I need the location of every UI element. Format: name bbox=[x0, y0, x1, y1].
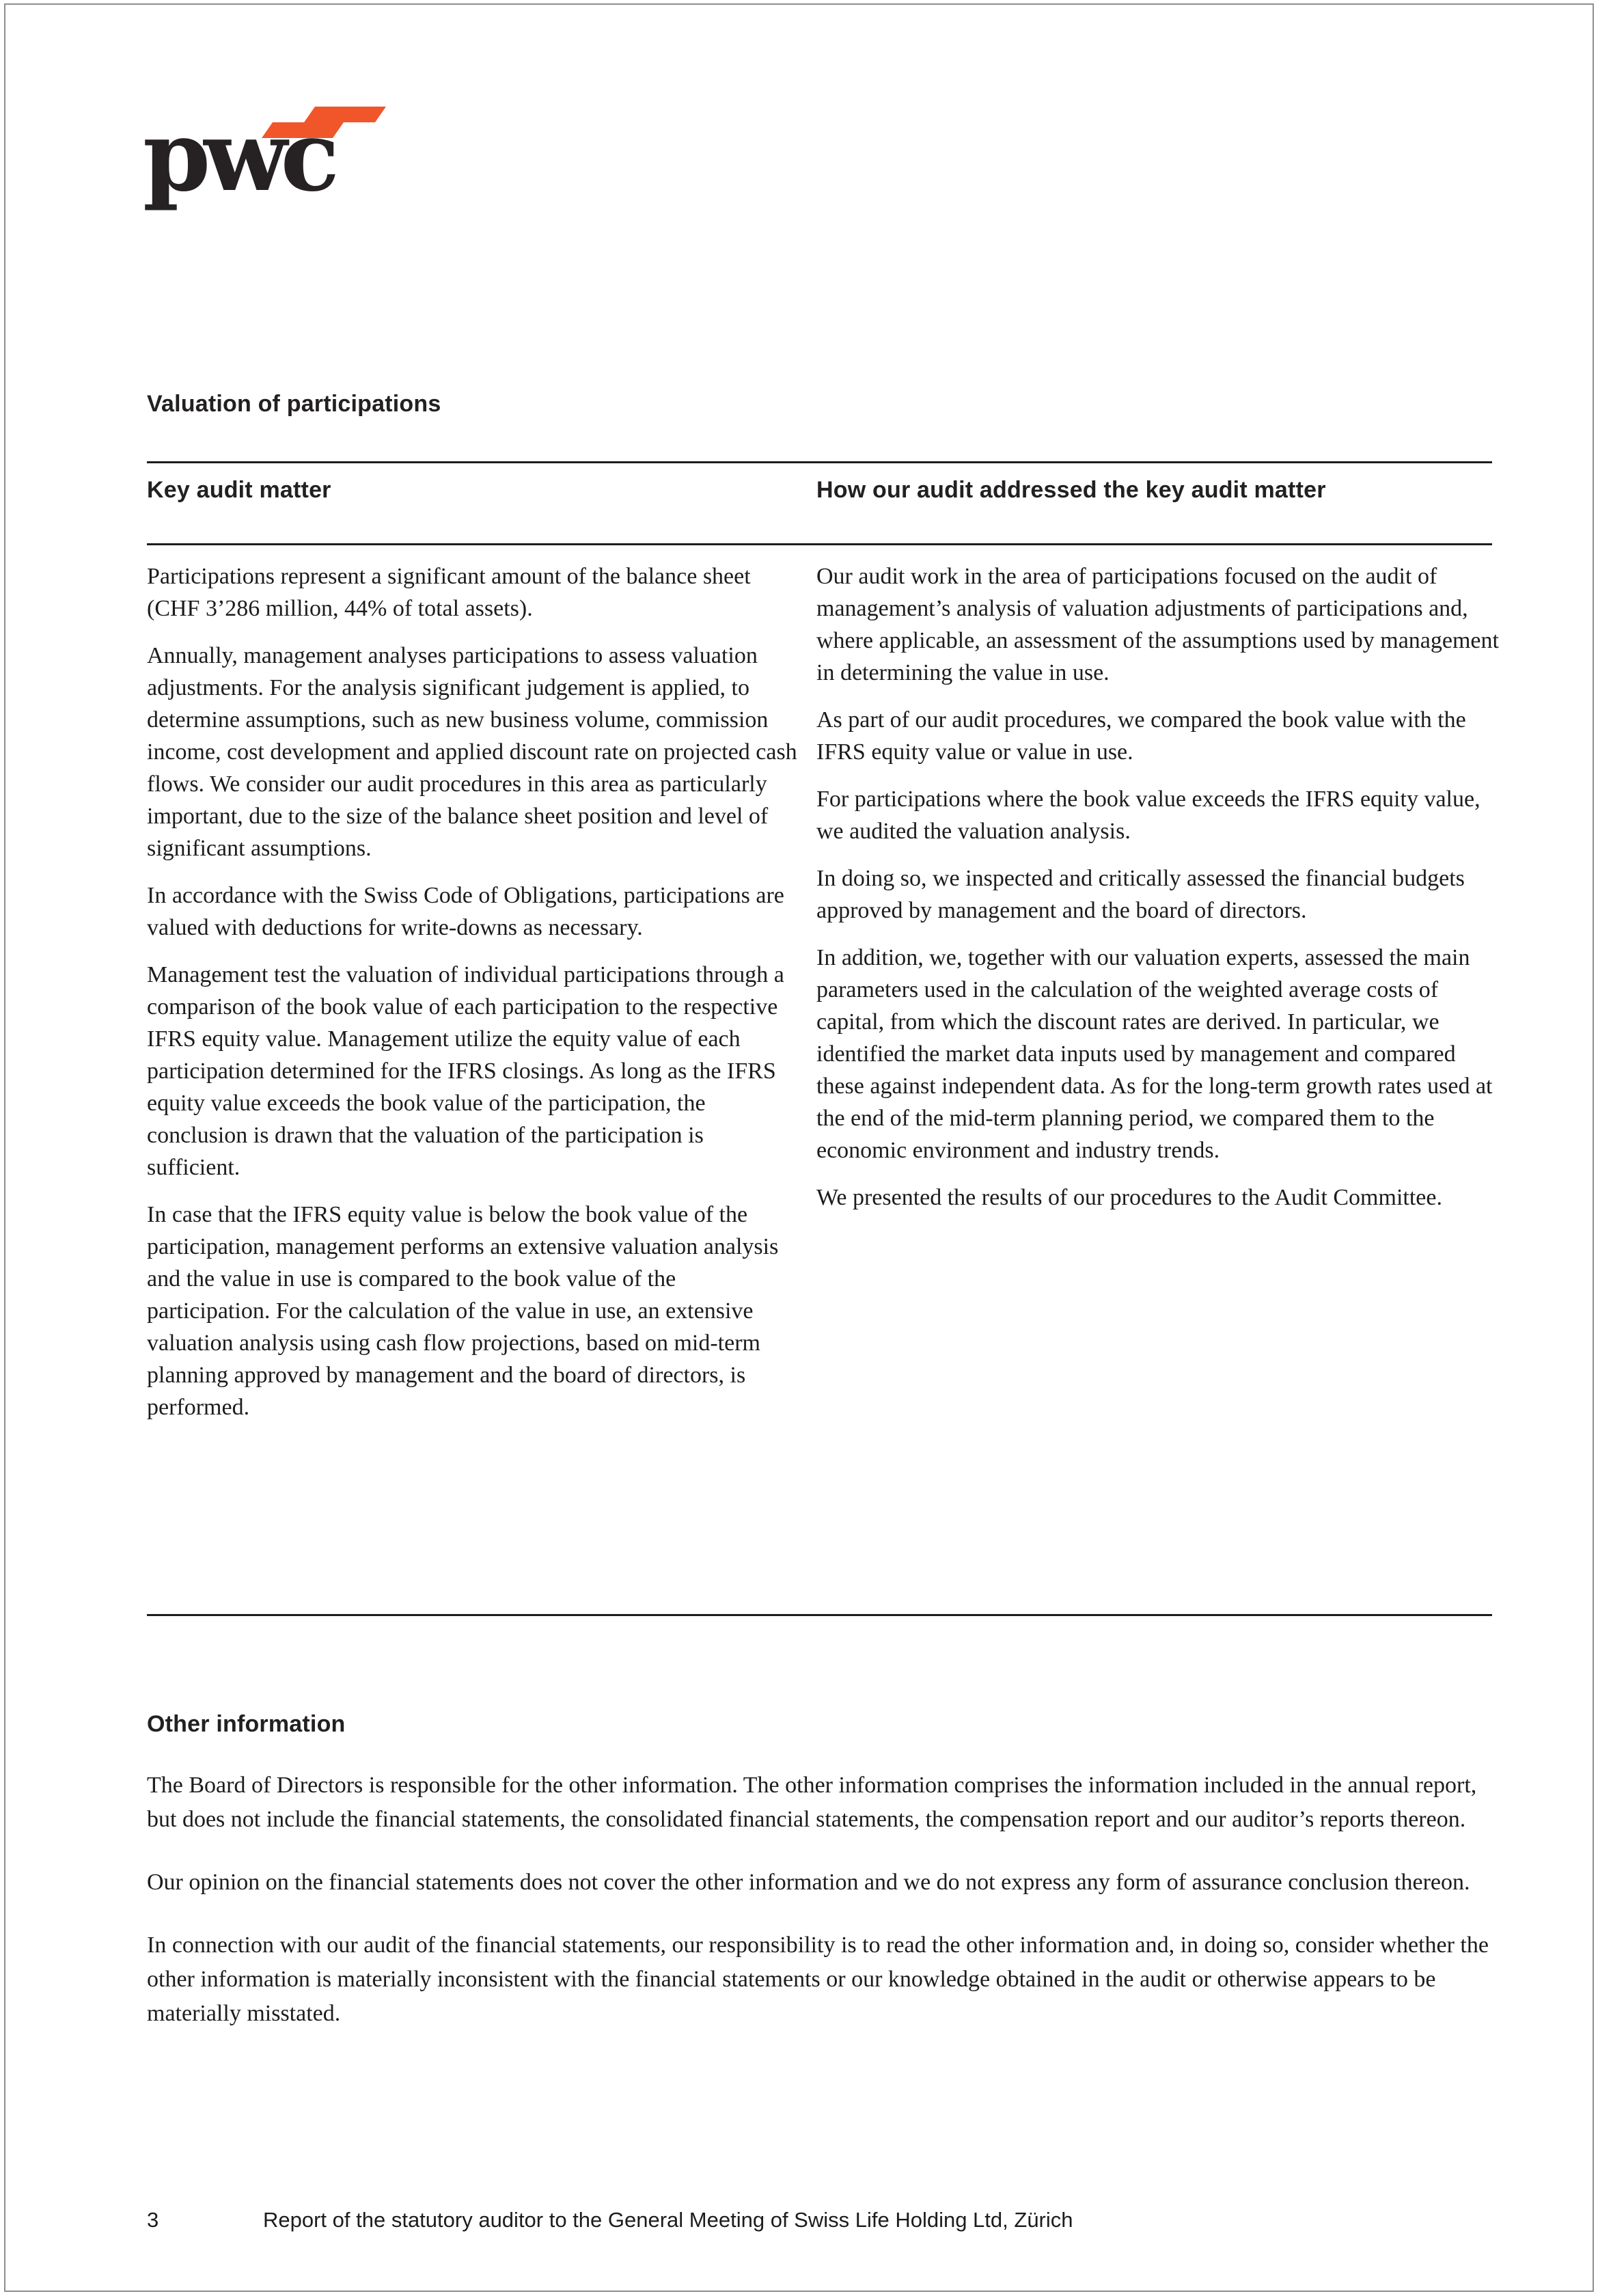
other-information-title: Other information bbox=[147, 1711, 346, 1737]
section-title: Valuation of participations bbox=[147, 391, 441, 417]
other-information-body bbox=[147, 1768, 1496, 2060]
key-audit-matter-column bbox=[147, 560, 797, 1438]
table-rule-bottom bbox=[147, 1614, 1492, 1616]
paragraph: In doing so, we inspected and critically assessed the financial budgets approved by management and the board of directors. bbox=[816, 866, 1465, 923]
footer-report-title: Report of the statutory auditor to the General Meeting of Swiss Life Holding Ltd, Zürich bbox=[263, 2208, 1073, 2232]
pwc-logo bbox=[143, 102, 396, 232]
table-rule-middle bbox=[147, 543, 1492, 545]
paragraph: Participations represent a significant amount of the balance sheet (CHF 3’286 million, 44% of total assets). bbox=[147, 564, 751, 621]
paragraph: The Board of Directors is responsible for the other information. The other information comprises the information included in the annual report, but does not include the financial statements, the consolidated financial statements, the compensation report and our auditor’s reports thereon. bbox=[147, 1773, 1477, 1832]
paragraph: In connection with our audit of the financial statements, our responsibility is to read the other information and, in doing so, consider whether the other information is materially inconsistent with the financial statements or our knowledge obtained in the audit or otherwise appears to be materially misstated. bbox=[147, 1932, 1489, 2026]
paragraph: As part of our audit procedures, we compared the book value with the IFRS equity value or value in use. bbox=[816, 707, 1466, 765]
paragraph: Annually, management analyses participations to assess valuation adjustments. For the analysis significant judgement is applied, to determine assumptions, such as new business volume, commission income, cost development and applied discount rate on projected cash flows. We consider our audit procedures in this area as particularly important, due to the size of the balance sheet position and level of significant assumptions. bbox=[147, 643, 797, 861]
paragraph: In case that the IFRS equity value is below the book value of the participation, management performs an extensive valuation analysis and the value in use is compared to the book value of the participation. For the calculation of the value in use, an extensive valuation analysis using cash flow projections, based on mid-term planning approved by management and the board of directors, is performed. bbox=[147, 1202, 779, 1420]
paragraph: Our opinion on the financial statements does not cover the other information and we do not express any form of assurance conclusion thereon. bbox=[147, 1870, 1470, 1895]
paragraph: In addition, we, together with our valuation experts, assessed the main parameters used in the calculation of the weighted average costs of capital, from which the discount rates are derived. In particular, we identified the market data inputs used by management and compared these against independent data. As for the long-term growth rates used at the end of the mid-term planning period, we compared them to the economic environment and industry trends. bbox=[816, 945, 1493, 1163]
pwc-wordmark: pwc bbox=[143, 100, 333, 213]
page-footer bbox=[147, 2208, 1496, 2235]
page-number: 3 bbox=[147, 2208, 159, 2232]
paragraph: In accordance with the Swiss Code of Obligations, participations are valued with deductions for write-downs as necessary. bbox=[147, 883, 784, 940]
paragraph: We presented the results of our procedures to the Audit Committee. bbox=[816, 1185, 1442, 1210]
paragraph: For participations where the book value exceeds the IFRS equity value, we audited the valuation analysis. bbox=[816, 787, 1480, 844]
table-rule-top bbox=[147, 461, 1492, 463]
paragraph: Management test the valuation of individual participations through a comparison of the book value of each participation to the respective IFRS equity value. Management utilize the equity value of each participation determined for the IFRS closings. As long as the IFRS equity value exceeds the book value of the participation, the conclusion is drawn that the valuation of the participation is sufficient. bbox=[147, 962, 784, 1180]
paragraph: Our audit work in the area of participations focused on the audit of management’s analysis of valuation adjustments of participations and, where applicable, an assessment of the assumptions used by management in determining the value in use. bbox=[816, 564, 1499, 685]
table-header-key-audit-matter: Key audit matter bbox=[147, 477, 331, 503]
audit-response-column bbox=[816, 560, 1500, 1229]
table-header-audit-response: How our audit addressed the key audit matter bbox=[816, 477, 1326, 503]
